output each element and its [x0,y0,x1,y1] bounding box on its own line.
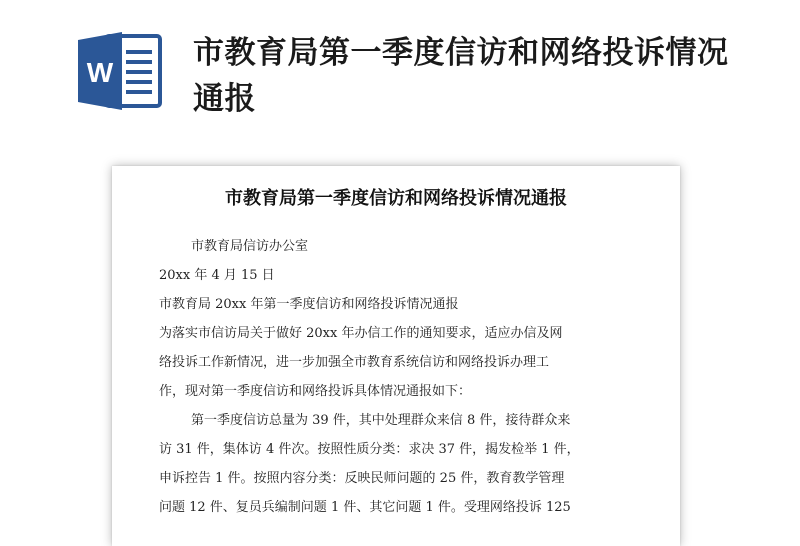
document-line: 第一季度信访总量为 39 件，其中处理群众来信 8 件，接待群众来 [191,413,571,428]
word-icon-letter: W [86,57,114,88]
document-line: 络投诉工作新情况，进一步加强全市教育系统信访和网络投诉办理工 [159,355,550,370]
document-line: 作，现对第一季度信访和网络投诉具体情况通报如下： [159,384,472,399]
document-title: 市教育局第一季度信访和网络投诉情况通报 [225,188,567,209]
word-document-icon [76,30,164,112]
document-line: 申诉控告 1 件。按照内容分类：反映民师问题的 25 件，教育教学管理 [159,471,565,486]
document-line: 市教育局 20xx 年第一季度信访和网络投诉情况通报 [159,297,459,312]
document-line: 市教育局信访办公室 [191,239,309,254]
document-body [159,232,637,522]
header [0,0,800,150]
document-page [112,166,680,546]
document-line: 为落实市信访局关于做好 20xx 年办信工作的通知要求，适应办信及网 [159,326,563,341]
document-line: 20xx 年 4 月 15 日 [159,268,275,283]
document-line: 访 31 件，集体访 4 件次。按照性质分类：求决 37 件，揭发检举 1 件， [159,442,580,457]
page-title: 市教育局第一季度信访和网络投诉情况通报 [193,35,729,117]
document-line: 问题 12 件、复员兵编制问题 1 件、其它问题 1 件。受理网络投诉 125 [159,500,571,515]
